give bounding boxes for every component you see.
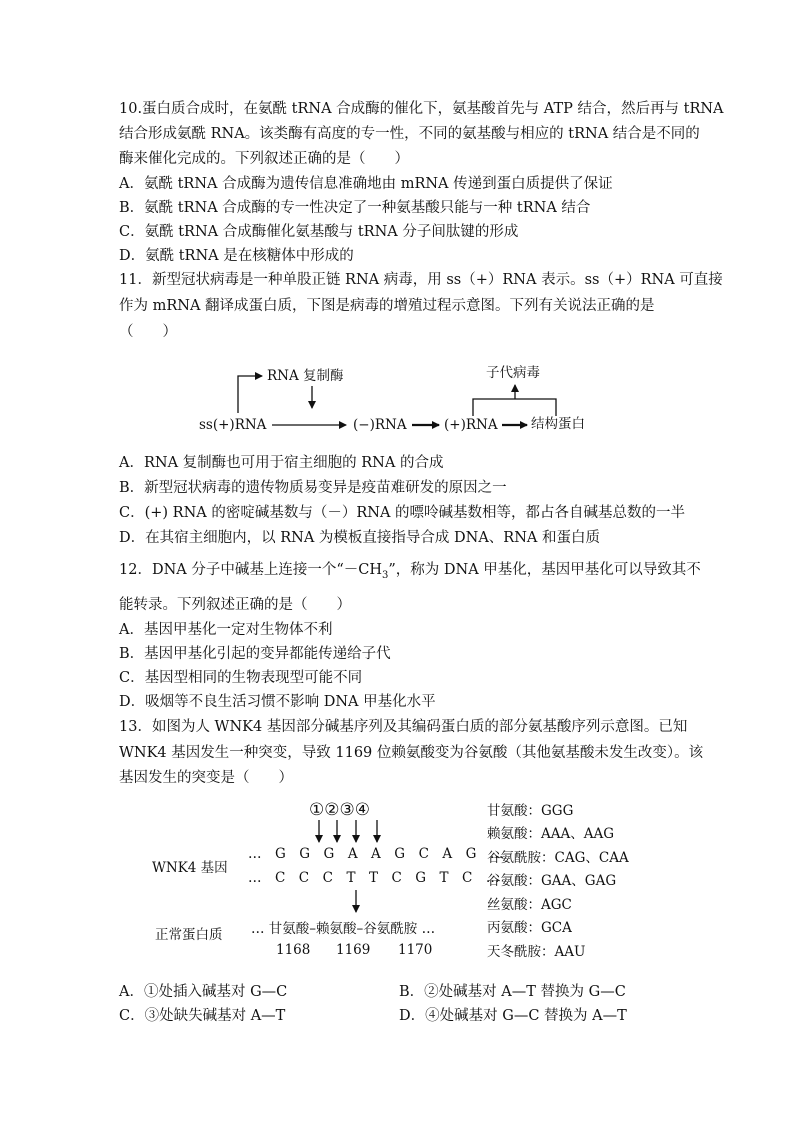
q10-option-a: A．氨酰 tRNA 合成酶为遗传信息准确地由 mRNA 传递到蛋白质提供了保证: [119, 176, 613, 192]
gene-strand-1: … G G G A A G C A G …: [248, 846, 509, 862]
plus-rna-label: (+)RNA: [444, 417, 498, 433]
q13-stem-line3: 基因发生的突变是（ ）: [119, 770, 293, 786]
protein-sequence: … 甘氨酸–赖氨酸–谷氨酰胺 …: [251, 921, 436, 937]
q10-option-b: B．氨酰 tRNA 合成酶的专一性决定了一种氨基酸只能与一种 tRNA 结合: [119, 200, 591, 216]
q13-option-d: D．④处碱基对 G—C 替换为 A—T: [399, 1008, 627, 1024]
offspring-virus-label: 子代病毒: [486, 365, 540, 381]
q12-option-d: D．吸烟等不良生活习惯不影响 DNA 甲基化水平: [119, 694, 436, 710]
codon-table-row: 甘氨酸：GGG: [487, 803, 574, 819]
minus-rna-label: (−)RNA: [353, 417, 407, 433]
codon-table-row: 赖氨酸：AAA、AAG: [487, 826, 615, 842]
q12-stem-part2: ”，称为 DNA 甲基化，基因甲基化可以导致其不: [388, 562, 701, 578]
q12-stem-part1: 12．DNA 分子中碱基上连接一个“－CH: [119, 562, 382, 578]
q13-option-c: C．③处缺失碱基对 A—T: [119, 1008, 286, 1024]
position-1170: 1170: [398, 942, 433, 958]
codon-table-row: 谷氨酸：GAA、GAG: [487, 873, 617, 889]
q13-option-b: B．②处碱基对 A—T 替换为 G—C: [399, 984, 626, 1000]
q11-option-a: A．RNA 复制酶也可用于宿主细胞的 RNA 的合成: [119, 455, 444, 471]
q11-option-d: D．在其宿主细胞内，以 RNA 为模板直接指导合成 DNA、RNA 和蛋白质: [119, 530, 600, 546]
q11-stem-line3: （ ）: [119, 324, 177, 340]
q10-stem-line1: 10.蛋白质合成时，在氨酰 tRNA 合成酶的催化下，氨基酸首先与 ATP 结合，然后再与 tRNA: [119, 101, 724, 117]
normal-protein-label: 正常蛋白质: [155, 927, 223, 943]
arrow-to-replicase: [238, 376, 262, 413]
mutation-site-markers: ①②③④: [309, 800, 370, 820]
position-1169: 1169: [336, 942, 371, 958]
q10-stem-line2: 结合形成氨酰 RNA。该类酶有高度的专一性，不同的氨基酸与相应的 tRNA 结合是不同的: [119, 126, 700, 142]
q12-option-a: A．基因甲基化一定对生物体不利: [119, 622, 333, 638]
q10-option-c: C．氨酰 tRNA 合成酶催化氨基酸与 tRNA 分子间肽键的形成: [119, 224, 519, 240]
q12-subscript: 3: [382, 569, 389, 581]
q13-stem-line2: WNK4 基因发生一种突变，导致 1169 位赖氨酸变为谷氨酸（其他氨基酸未发生改变）。该: [119, 745, 704, 761]
q11-option-c: C．(+) RNA 的密啶碱基数与（－）RNA 的嘌呤碱基数相等，都占各自碱基总数的一半: [119, 505, 686, 521]
codon-table-row: 丝氨酸：AGC: [487, 897, 572, 913]
structural-protein-label: 结构蛋白: [531, 416, 585, 432]
bracket-offspring: [473, 399, 556, 416]
gene-strand-2: … C C C T T C G T C …: [248, 870, 504, 886]
q12-stem-line1: [119, 560, 701, 586]
wnk4-gene-label: WNK4 基因: [152, 860, 228, 876]
q10-stem-line3: 酶来催化完成的。下列叙述正确的是（ ）: [119, 151, 409, 167]
q12-option-b: B．基因甲基化引起的变异都能传递给子代: [119, 646, 391, 662]
q11-stem-line1: 11．新型冠状病毒是一种单股正链 RNA 病毒，用 ss（+）RNA 表示。ss（+）RNA 可直接: [119, 272, 723, 288]
q13-stem-line1: 13．如图为人 WNK4 基因部分碱基序列及其编码蛋白质的部分氨基酸序列示意图。已知: [119, 719, 688, 735]
codon-table-row: 丙氨酸：GCA: [487, 920, 572, 936]
q13-option-a: A．①处插入碱基对 G—C: [119, 984, 288, 1000]
q10-option-d: D．氨酰 tRNA 是在核糖体中形成的: [119, 248, 354, 264]
q11-stem-line2: 作为 mRNA 翻译成蛋白质，下图是病毒的增殖过程示意图。下列有关说法正确的是: [119, 298, 655, 314]
codon-table-row: 谷氨酰胺：CAG、CAA: [487, 850, 629, 866]
position-1168: 1168: [276, 942, 311, 958]
q12-stem-line2: 能转录。下列叙述正确的是（ ）: [119, 597, 351, 613]
q12-option-c: C．基因型相同的生物表现型可能不同: [119, 670, 363, 686]
ss-plus-rna-label: ss(+)RNA: [199, 417, 267, 433]
codon-table-row: 天冬酰胺：AAU: [487, 944, 586, 960]
rna-replicase-label: RNA 复制酶: [267, 368, 344, 384]
q11-option-b: B．新型冠状病毒的遗传物质易变异是疫苗难研发的原因之一: [119, 480, 507, 496]
